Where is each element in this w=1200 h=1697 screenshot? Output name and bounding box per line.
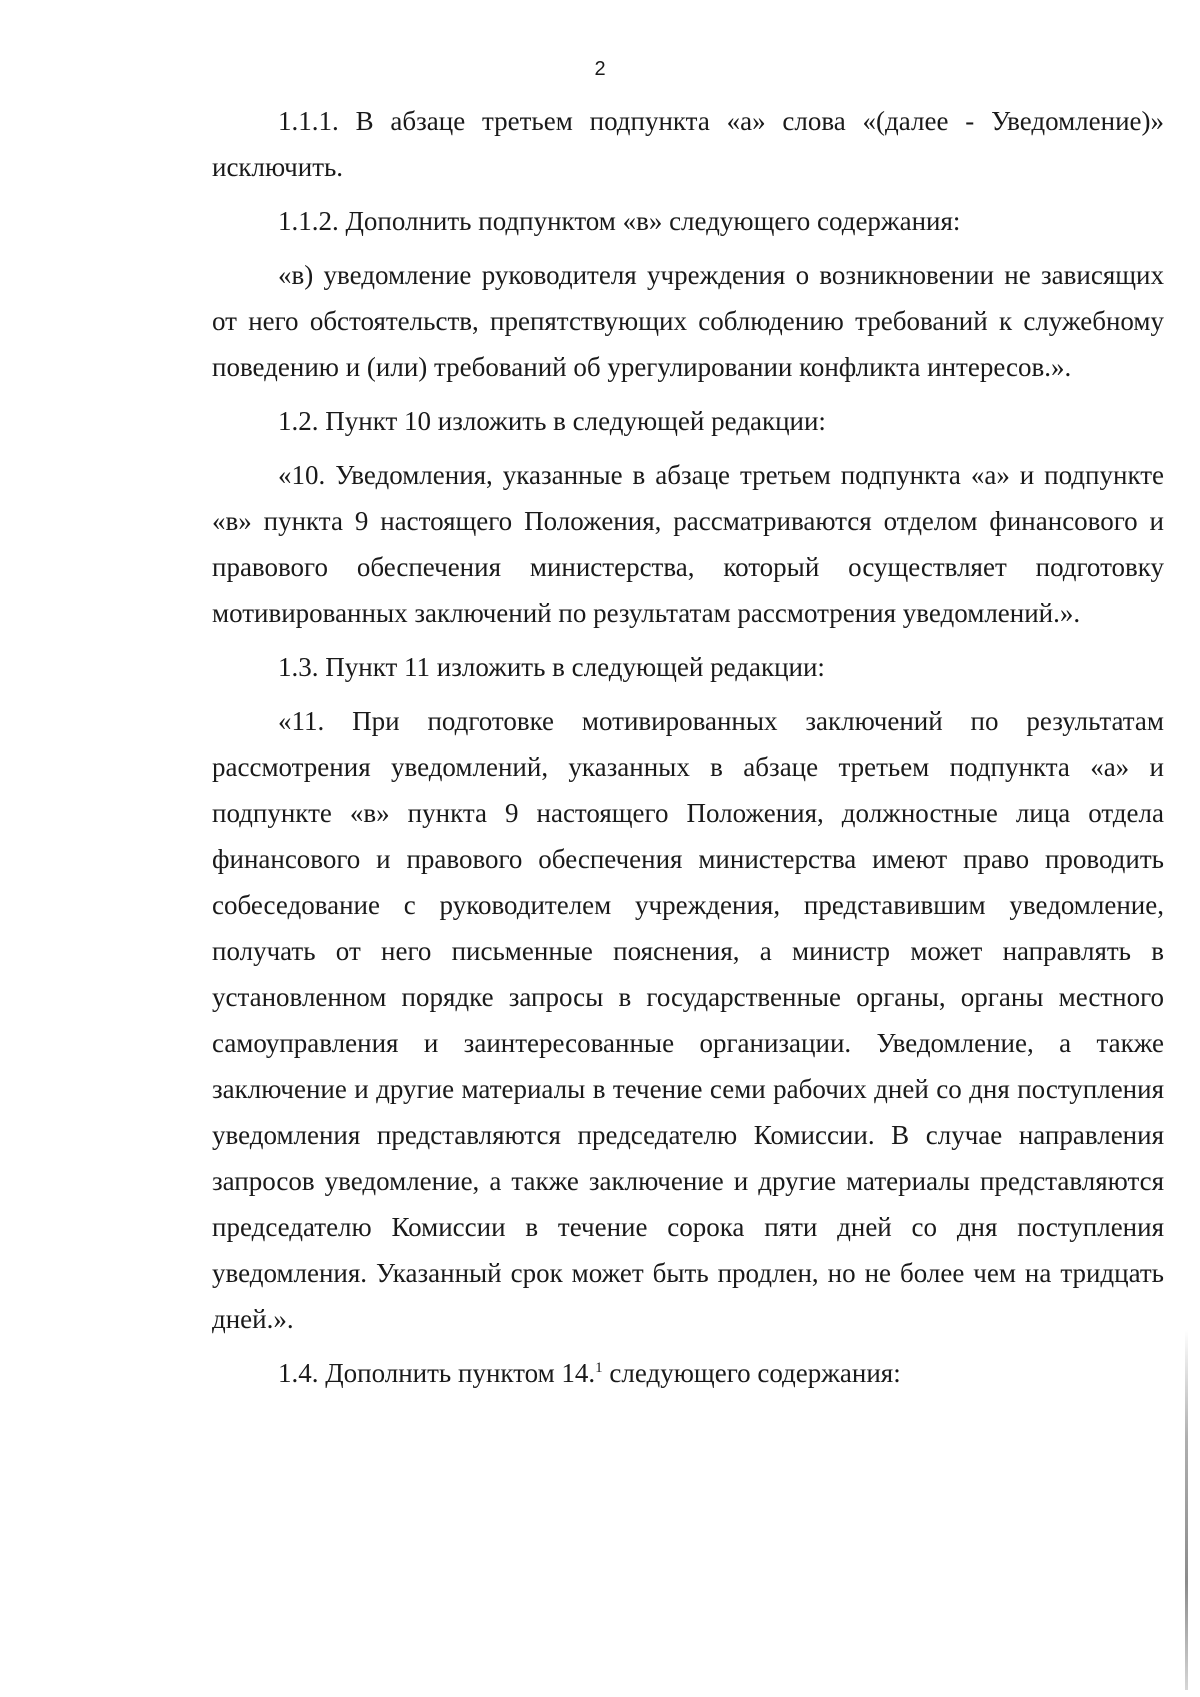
paragraph-subitem-v: «в) уведомление руководителя учреждения о возникновении не зависящих от него обстоятельств, препятствующих соблюдению требований к служебному поведению и (или) требований об урегулировании конфликта интересов.».: [212, 260, 1164, 382]
paragraph-1-2: 1.2. Пункт 10 изложить в следующей редакции:: [278, 406, 826, 436]
paragraph-1-4-tail: следующего содержания:: [602, 1358, 901, 1388]
paragraph-item-11: «11. При подготовке мотивированных заключений по результатам рассмотрения уведомлений, указанных в абзаце третьем подпункта «а» и подпункте «в» пункта 9 настоящего Положения, должностные лица отдела финансового и правового обеспечения министерства имеют право проводить собеседование с руководителем учреждения, представившим уведомление, получать от него письменные пояснения, а министр может направлять в установленном порядке запросы в государственные органы, органы местного самоуправления и заинтересованные организации. Уведомление, а также заключение и другие материалы в течение семи рабочих дней со дня поступления уведомления представляются председателю Комиссии. В случае направления запросов уведомление, а также заключение и другие материалы представляются председателю Комиссии в течение сорока пяти дней со дня поступления уведомления. Указанный срок может быть продлен, но не более чем на тридцать дней.».: [212, 706, 1164, 1334]
paragraph-1-1-1: 1.1.1. В абзаце третьем подпункта «а» слова «(далее - Уведомление)» исключить.: [212, 106, 1164, 182]
paragraph-1-4: [212, 1350, 1164, 1396]
superscript-index: 1: [595, 1360, 603, 1376]
paragraph-1-3: 1.3. Пункт 11 изложить в следующей редакции:: [278, 652, 825, 682]
paragraph-1-1-2: 1.1.2. Дополнить подпунктом «в» следующего содержания:: [278, 206, 961, 236]
page-number: 2: [594, 58, 606, 80]
paragraph-1-4-text: 1.4. Дополнить пунктом 14.: [278, 1358, 596, 1388]
paragraph-item-10: «10. Уведомления, указанные в абзаце третьем подпункта «а» и подпункте «в» пункта 9 настоящего Положения, рассматриваются отделом финансового и правового обеспечения министерства, который осуществляет подготовку мотивированных заключений по результатам рассмотрения уведомлений.».: [212, 460, 1164, 628]
scan-edge-shadow: [1185, 1330, 1188, 1690]
document-body: [212, 98, 1164, 1396]
